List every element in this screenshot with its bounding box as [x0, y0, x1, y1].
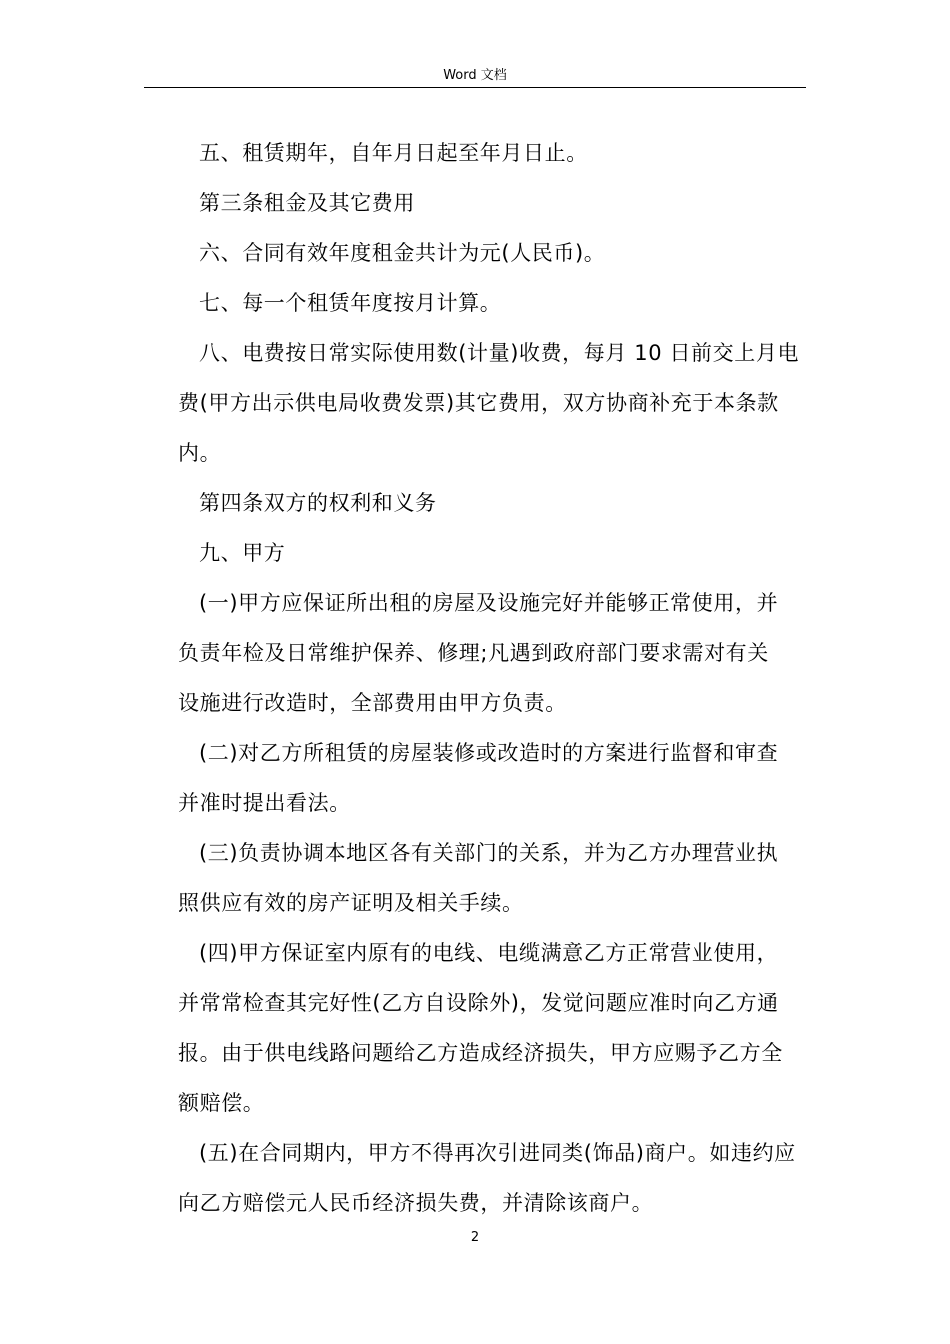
text-line: 八、电费按日常实际使用数(计量)收费，每月 10 日前交上月电 — [199, 341, 800, 365]
text-line: (三)负责协调本地区各有关部门的关系，并为乙方办理营业执 — [199, 841, 779, 865]
text-line: 六、合同有效年度租金共计为元(人民币)。 — [199, 241, 606, 265]
header-divider — [144, 87, 806, 88]
text-line: 九、甲方 — [199, 541, 286, 565]
section-heading-rights — [178, 478, 808, 528]
paragraph-electricity — [178, 328, 808, 478]
clause-4 — [178, 928, 808, 1128]
text-line: 设施进行改造时，全部费用由甲方负责。 — [178, 691, 567, 715]
text-line: 额赔偿。 — [178, 1091, 265, 1115]
text-line: 报。由于供电线路问题给乙方造成经济损失，甲方应赐予乙方全 — [178, 1041, 783, 1065]
text-line: (二)对乙方所租赁的房屋装修或改造时的方案进行监督和审查 — [199, 741, 779, 765]
document-body — [178, 128, 808, 1228]
text-line: (四)甲方保证室内原有的电线、电缆满意乙方正常营业使用， — [199, 941, 779, 965]
text-line: 向乙方赔偿元人民币经济损失费，并清除该商户。 — [178, 1191, 654, 1215]
text-line: 第四条双方的权利和义务 — [199, 491, 437, 515]
text-line: 内。 — [178, 441, 222, 465]
clause-3 — [178, 828, 808, 928]
paragraph-annual-rent — [178, 228, 808, 278]
text-line: (五)在合同期内，甲方不得再次引进同类(饰品)商户。如违约应 — [199, 1141, 796, 1165]
text-line: 七、每一个租赁年度按月计算。 — [199, 291, 502, 315]
paragraph-rent-period — [178, 278, 808, 328]
text-line: 并准时提出看法。 — [178, 791, 351, 815]
clause-2 — [178, 728, 808, 828]
section-heading-rent — [178, 178, 808, 228]
text-line: 五、租赁期年，自年月日起至年月日止。 — [199, 141, 588, 165]
clause-5 — [178, 1128, 808, 1228]
text-line: (一)甲方应保证所出租的房屋及设施完好并能够正常使用，并 — [199, 591, 779, 615]
paragraph-party-a — [178, 528, 808, 578]
text-line: 费(甲方出示供电局收费发票)其它费用，双方协商补充于本条款 — [178, 391, 779, 415]
text-line: 并常常检查其完好性(乙方自设除外)，发觉问题应准时向乙方通 — [178, 991, 779, 1015]
clause-1 — [178, 578, 808, 728]
text-line: 照供应有效的房产证明及相关手续。 — [178, 891, 524, 915]
text-line: 负责年检及日常维护保养、修理;凡遇到政府部门要求需对有关 — [178, 641, 769, 665]
page-header: Word 文档 — [443, 68, 507, 83]
text-line: 第三条租金及其它费用 — [199, 191, 415, 215]
paragraph-lease-term — [178, 128, 808, 178]
page-number: 2 — [470, 1230, 480, 1245]
